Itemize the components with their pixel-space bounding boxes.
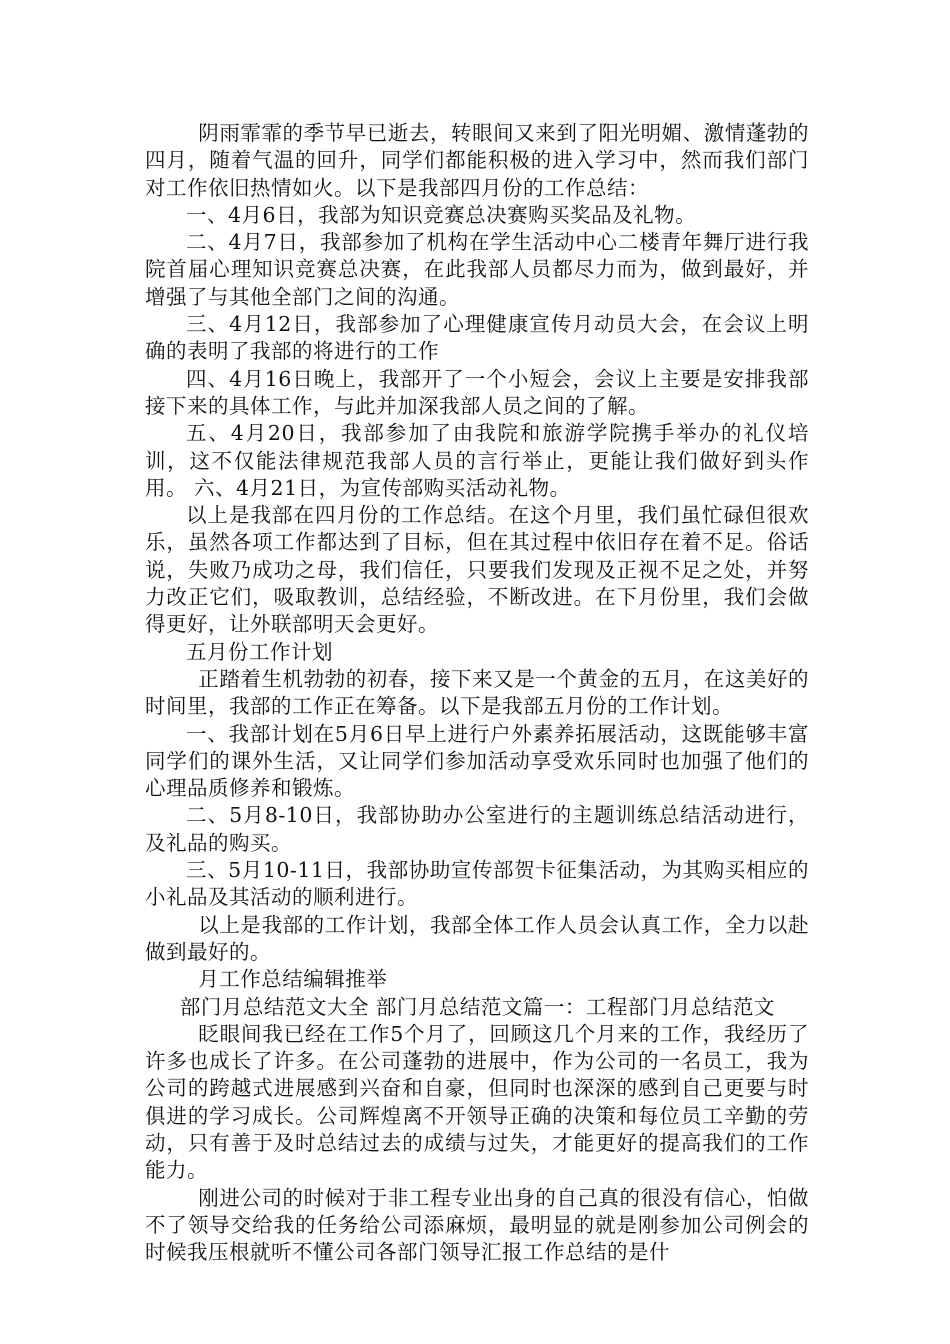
paragraph-article-1: 眨眼间我已经在工作5个月了，回顾这几个月来的工作，我经历了许多也成长了许多。在公司蓬勃的进展中，作为公司的一名员工，我为公司的跨越式进展感到兴奋和自豪，但同时也深深的感到自己更要与时俱进的学习成长。公司辉煌离不开领导正确的决策和每位员工辛勤的劳动，只有善于及时总结过去的成绩与过失，才能更好的提高我们的工作能力。 <box>145 1021 809 1183</box>
paragraph-april-item-2: 二、4月7日，我部参加了机构在学生活动中心二楼青年舞厅进行我院首届心理知识竞赛总决赛，在此我部人员都尽力而为，做到最好，并增强了与其他全部门之间的沟通。 <box>145 230 809 309</box>
paragraph-april-item-5: 五、4月20日，我部参加了由我院和旅游学院携手举办的礼仪培训，这不仅能法律规范我部人员的言行举止，更能让我们做好到头作用。 六、4月21日，为宣传部购买活动礼物。 <box>145 421 809 500</box>
heading-recommend: 月工作总结编辑推举 <box>198 967 388 992</box>
paragraph-may-item-3: 三、5月10-11日，我部协助宣传部贺卡征集活动，为其购买相应的小礼品及其活动的顺利进行。 <box>145 858 809 910</box>
paragraph-article-2: 刚进公司的时候对于非工程专业出身的自己真的很没有信心，怕做不了领导交给我的任务给公司添麻烦，最明显的就是刚参加公司例会的时候我压根就听不懂公司各部门领导汇报工作总结的是什 <box>145 1185 809 1265</box>
paragraph-april-item-4: 四、4月16日晚上，我部开了一个小短会，会议上主要是安排我部接下来的具体工作，与此并加深我部人员之间的了解。 <box>145 366 809 418</box>
paragraph-may-summary: 以上是我部的工作计划，我部全体工作人员会认真工作，全力以赴做到最好的。 <box>145 912 809 964</box>
paragraph-may-item-1: 一、我部计划在5月6日早上进行户外素养拓展活动，这既能够丰富同学们的课外生活，又让同学们参加活动享受欢乐同时也加强了他们的心理品质修养和锻炼。 <box>145 721 809 801</box>
heading-may-plan: 五月份工作计划 <box>186 639 333 664</box>
paragraph-intro: 阴雨霏霏的季节早已逝去，转眼间又来到了阳光明媚、激情蓬勃的四月，随着气温的回升，同学们都能积极的进入学习中，然而我们部门对工作依旧热情如火。以下是我部四月份的工作总结： <box>145 121 809 200</box>
paragraph-april-item-3: 三、4月12日，我部参加了心理健康宣传月动员大会，在会议上明确的表明了我部的将进行的工作 <box>145 312 809 364</box>
paragraph-may-item-2: 二、5月8-10日，我部协助办公室进行的主题训练总结活动进行，及礼品的购买。 <box>145 803 809 855</box>
paragraph-may-intro: 正踏着生机勃勃的初春，接下来又是一个黄金的五月，在这美好的时间里，我部的工作正在筹备。以下是我部五月份的工作计划。 <box>145 666 809 719</box>
paragraph-april-summary: 以上是我部在四月份的工作总结。在这个月里，我们虽忙碌但很欢乐，虽然各项工作都达到了目标，但在其过程中依旧存在着不足。俗话说，失败乃成功之母，我们信任，只要我们发现及正视不足之处，并努力改正它们，吸取教训，总结经验，不断改进。在下月份里，我们会做得更好，让外联部明天会更好。 <box>145 503 809 637</box>
paragraph-april-item-1: 一、4月6日，我部为知识竞赛总决赛购买奖品及礼物。 <box>186 202 697 227</box>
document-body <box>145 120 809 1266</box>
heading-article: 部门月总结范文大全 部门月总结范文篇一：工程部门月总结范文 <box>179 994 775 1019</box>
